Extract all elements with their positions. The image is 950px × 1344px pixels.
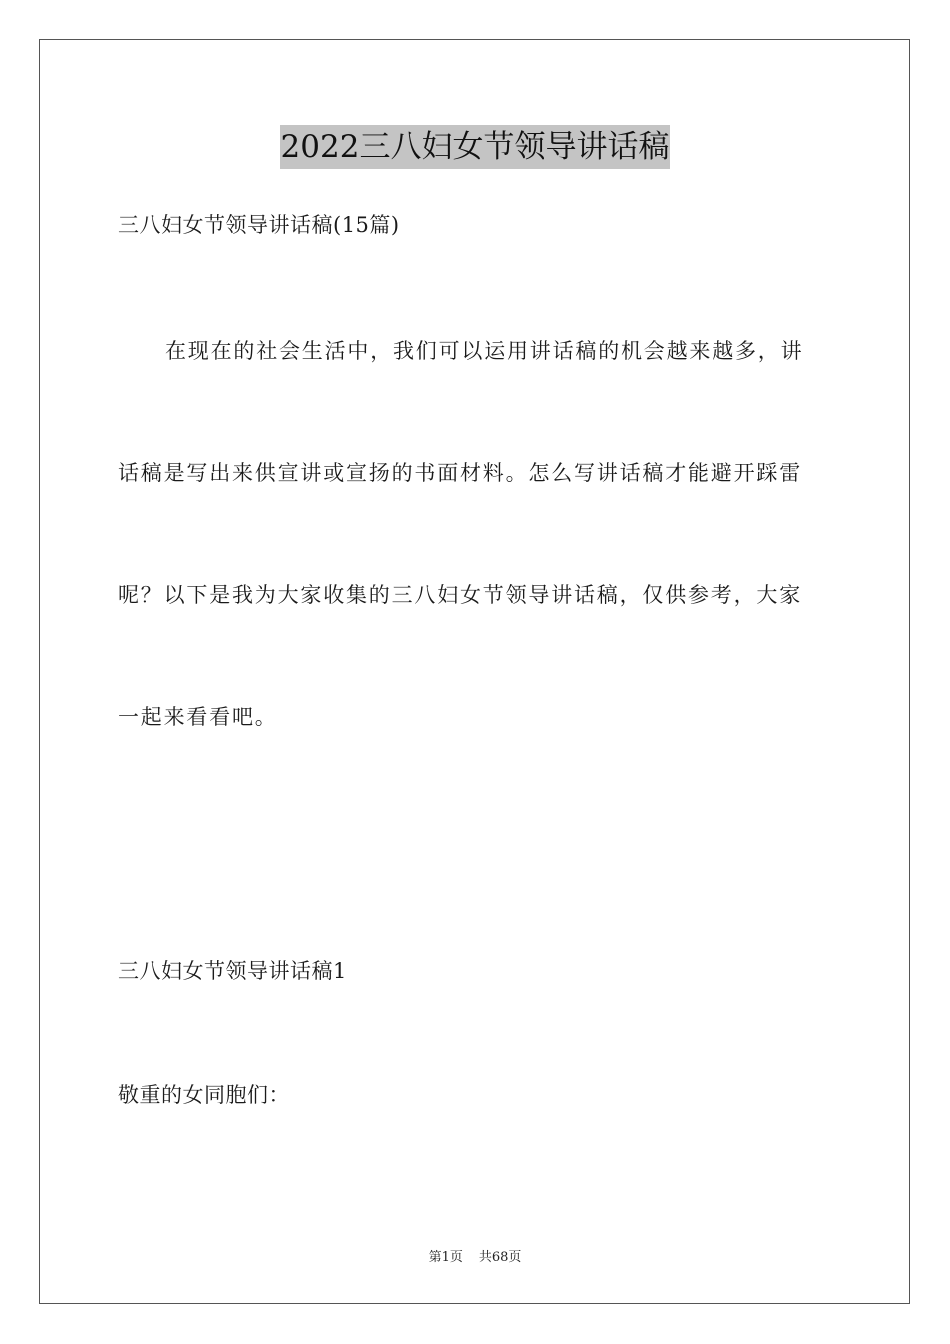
section-heading: 三八妇女节领导讲话稿1 [118, 959, 347, 983]
page-total: 共68页 [478, 1250, 522, 1265]
intro-line-1: 在现在的社会生活中，我们可以运用讲话稿的机会越来越多，讲 [165, 339, 804, 363]
intro-line-3: 呢？以下是我为大家收集的三八妇女节领导讲话稿，仅供参考，大家 [118, 583, 802, 607]
document-subtitle: 三八妇女节领导讲话稿(15篇) [118, 213, 400, 237]
intro-line-4: 一起来看看吧。 [118, 705, 278, 729]
document-title: 2022三八妇女节领导讲话稿 [280, 125, 671, 169]
intro-line-2: 话稿是写出来供宣讲或宣扬的书面材料。怎么写讲话稿才能避开踩雷 [118, 461, 802, 485]
salutation: 敬重的女同胞们： [118, 1083, 290, 1107]
page-footer [0, 1246, 950, 1265]
title-container [0, 125, 950, 169]
page-number: 第1页 [428, 1250, 463, 1265]
